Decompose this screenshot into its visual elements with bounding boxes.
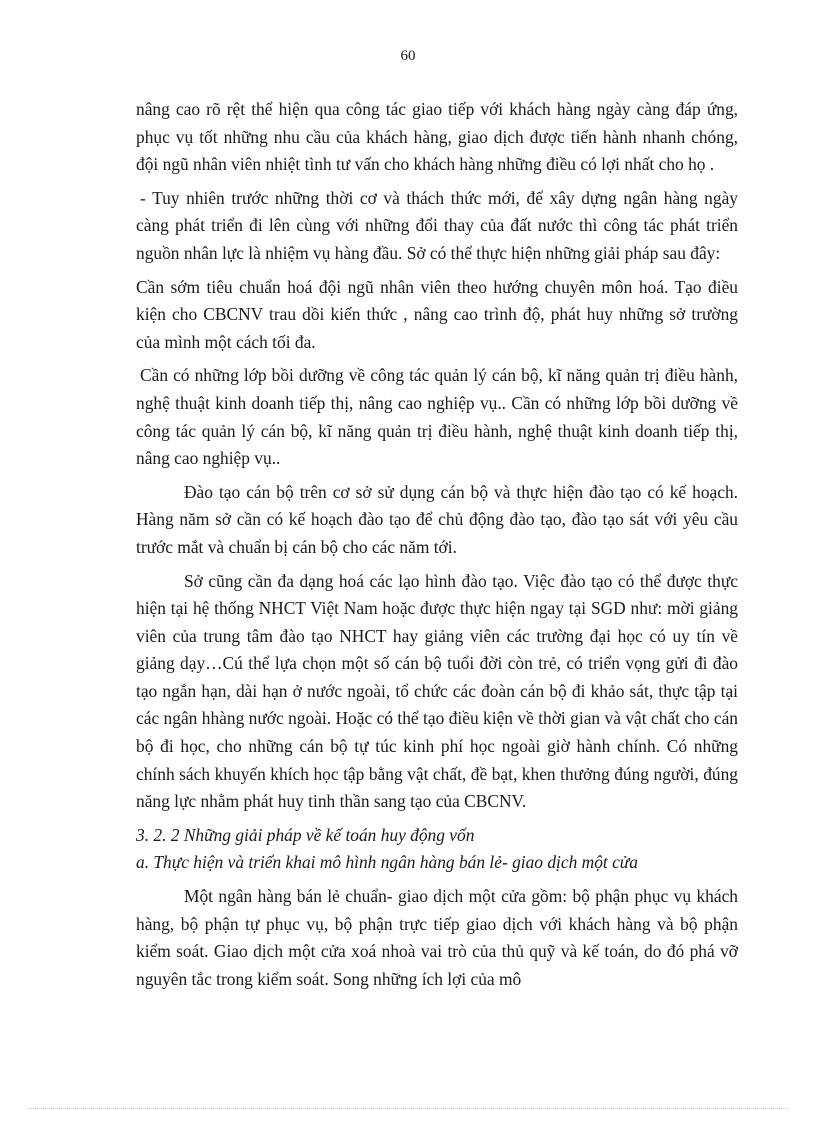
subsection-heading: a. Thực hiện và triển khai mô hình ngân hàng bán lẻ- giao dịch một cửa (136, 852, 638, 873)
paragraph-training-courses: Cần có những lớp bồi dưỡng về công tác quản lý cán bộ, kĩ năng quản trị điều hành, nghệ thuật kinh doanh tiếp thị, nâng cao nghiệp vụ.. Cần có những lớp bồi dưỡng về công tác quản lý cán bộ, kĩ năng quản trị điều hành, nghệ thuật kinh doanh tiếp thị, nâng cao nghiệp vụ.. (136, 365, 738, 469)
page-number: 60 (400, 48, 416, 64)
footer-divider (28, 1108, 788, 1109)
paragraph-training-diversification: Sở cũng cần đa dạng hoá các lạo hình đào tạo. Việc đào tạo có thể được thực hiện tại hệ thống NHCT Việt Nam hoặc được thực hiện ngay tại SGD như: mời giảng viên của trung tâm đào tạo NHCT hay giảng viên các trường đại học có uy tín về giảng dạy…Cú thể lựa chọn một số cán bộ tuổi đời còn trẻ, có triển vọng gửi đi đào tạo ngắn hạn, dài hạn ở nước ngoài, tổ chức các đoàn cán bộ đi khảo sát, thực tập tại các ngân hhàng nước ngoài. Hoặc có thể tạo điều kiện về thời gian và vật chất cho cán bộ đi học, cho những cán bộ tự túc kinh phí học ngoài giờ hành chính. Có những chính sách khuyến khích học tập bằng vật chất, đề bạt, khen thưởng đúng người, đúng năng lực nhằm phát huy tinh thần sang tạo của CBCNV. (136, 570, 738, 812)
paragraph-retail-banking: Một ngân hàng bán lẻ chuẩn- giao dịch một cửa gồm: bộ phận phục vụ khách hàng, bộ phận tự phục vụ, bộ phận trực tiếp giao dịch với khách hàng và bộ phận kiểm soát. Giao dịch một cửa xoá nhoà vai trò của thủ quỹ và kế toán, do đó phá vỡ nguyên tắc trong kiểm soát. Song những ích lợi của mô (136, 886, 738, 989)
paragraph-hr-development: - Tuy nhiên trước những thời cơ và thách thức mới, để xây dựng ngân hàng ngày càng phát triển đi lên cùng với những đổi thay của đất nước thì công tác phát triển nguồn nhân lực là nhiệm vụ hàng đầu. Sở có thể thực hiện những giải pháp sau đây: (136, 187, 738, 263)
section-heading: 3. 2. 2 Những giải pháp về kế toán huy động vốn (136, 824, 475, 845)
paragraph-training-plan: Đào tạo cán bộ trên cơ sở sử dụng cán bộ và thực hiện đào tạo có kế hoạch. Hàng năm sở cần có kế hoạch đào tạo để chủ động đào tạo, đào tạo sát với yêu cầu trước mắt và chuẩn bị cán bộ cho các năm tới. (136, 481, 738, 557)
document-body (136, 96, 738, 999)
paragraph-standardization: Cần sớm tiêu chuẩn hoá đội ngũ nhân viên theo hướng chuyên môn hoá. Tạo điều kiện cho CBCNV trau dồi kiến thức , nâng cao trình độ, phát huy những sở trường của mình một cách tối đa. (136, 276, 738, 352)
paragraph-service-quality: nâng cao rõ rệt thể hiện qua công tác giao tiếp với khách hàng ngày càng đáp ứng, phục vụ tốt những nhu cầu của khách hàng, giao dịch được tiến hành nhanh chóng, đội ngũ nhân viên nhiệt tình tư vấn cho khách hàng những điều có lợi nhất cho họ . (136, 99, 738, 175)
